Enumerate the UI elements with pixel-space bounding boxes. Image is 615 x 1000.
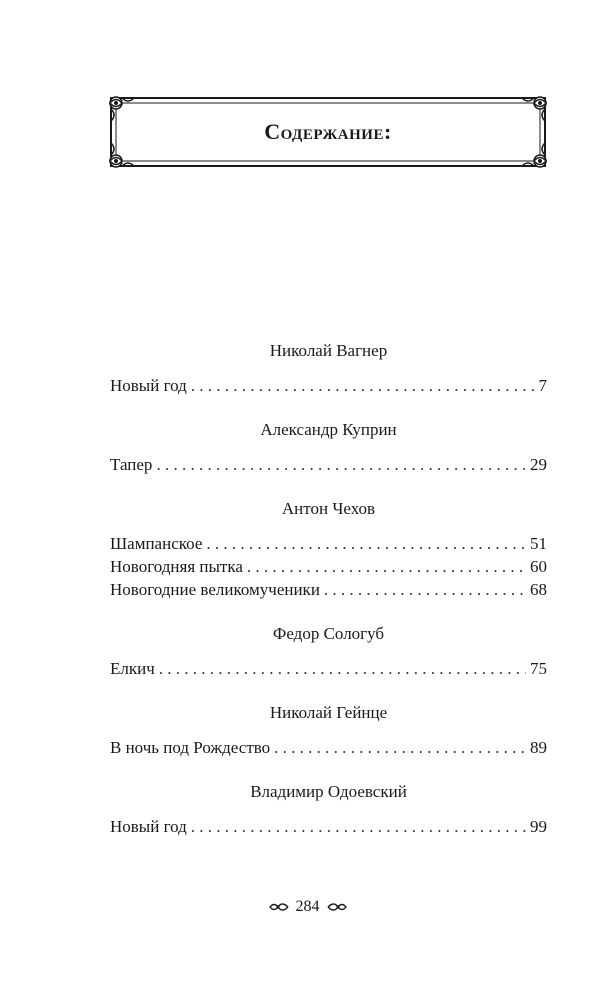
entry-title: Елкич (110, 659, 155, 678)
dot-leader (206, 532, 526, 555)
toc-entry (110, 815, 547, 838)
entry-page: 51 (530, 534, 547, 553)
toc-entry (110, 532, 547, 555)
dot-leader (156, 453, 526, 476)
entry-title: Шампанское (110, 534, 203, 553)
entry-title: Новый год (110, 817, 187, 836)
entry-title: Новый год (110, 376, 187, 395)
dot-leader (191, 815, 526, 838)
left-flourish-icon (268, 900, 290, 914)
author-heading: Владимир Одоевский (250, 782, 407, 801)
toc-entry (110, 736, 547, 759)
author-heading: Федор Сологуб (272, 624, 385, 643)
entry-page: 75 (530, 659, 547, 678)
entry-title: Новогодние великомученики (110, 580, 320, 599)
page-number-footer (0, 898, 615, 916)
page-number: 284 (295, 898, 320, 915)
entry-page: 7 (538, 376, 547, 395)
entry-title: Новогодняя пытка (110, 557, 243, 576)
right-flourish-icon (326, 900, 348, 914)
author-heading: Антон Чехов (281, 499, 376, 518)
dot-leader (247, 555, 526, 578)
toc-entry (110, 374, 547, 397)
author-heading: Александр Куприн (260, 420, 397, 439)
toc-entry (110, 555, 547, 578)
title-frame (107, 94, 549, 170)
dot-leader (191, 374, 535, 397)
author-heading: Николай Вагнер (269, 341, 388, 360)
entry-page: 68 (530, 580, 547, 599)
author-heading: Николай Гейнце (269, 703, 388, 722)
dot-leader (324, 578, 526, 601)
page-title: Содержание: (264, 119, 392, 144)
toc-entry (110, 657, 547, 680)
entry-page: 89 (530, 738, 547, 757)
table-of-contents (110, 340, 547, 838)
toc-entry (110, 578, 547, 601)
dot-leader (159, 657, 526, 680)
entry-page: 60 (530, 557, 547, 576)
entry-page: 29 (530, 455, 547, 474)
entry-title: В ночь под Рождество (110, 738, 271, 757)
dot-leader (274, 736, 526, 759)
toc-entry (110, 453, 547, 476)
entry-title: Тапер (110, 455, 153, 474)
entry-page: 99 (530, 817, 547, 836)
